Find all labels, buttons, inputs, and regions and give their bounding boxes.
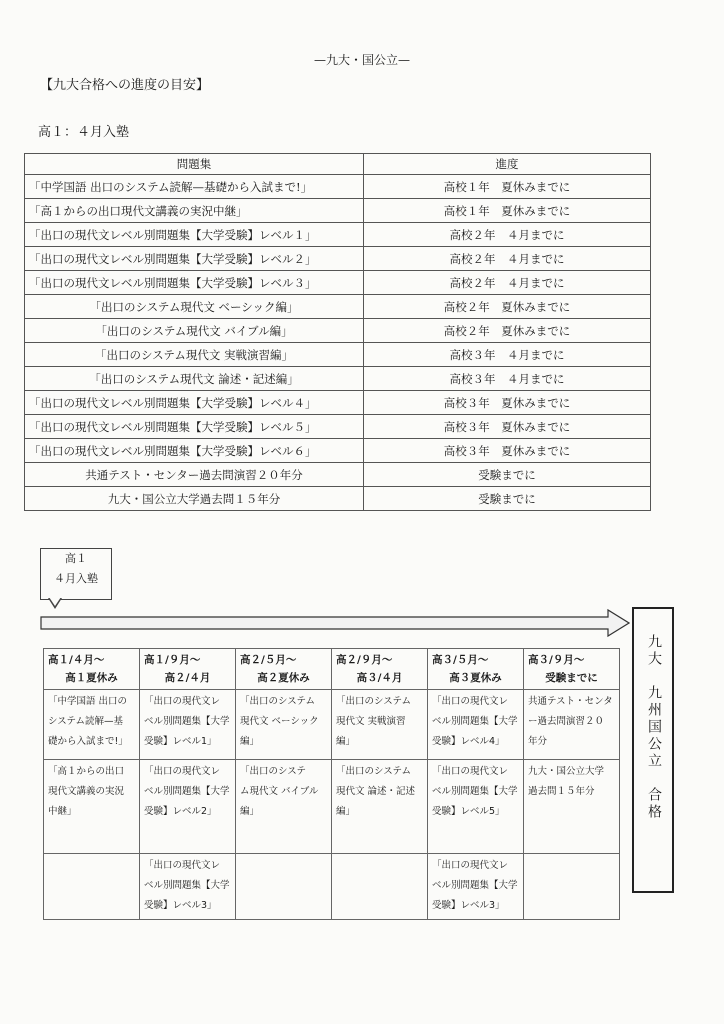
- progress-row: [25, 415, 651, 439]
- progress-table-header-row: [25, 154, 651, 175]
- timeline-cell: 「出口のシステム 現代文 実戦演習 編」: [332, 690, 428, 760]
- progress-row: [25, 295, 651, 319]
- timeline-cell: 「出口のシステ ム現代文 バイブル 編」: [236, 760, 332, 854]
- book-title-cell: 「出口のシステム現代文 ベーシック編」: [25, 295, 364, 319]
- timeline-table: [43, 648, 620, 920]
- book-title-cell: 共通テスト・センター過去問演習２０年分: [25, 463, 364, 487]
- period-start: 高２/５月～: [240, 654, 297, 666]
- progress-target-cell: 高校３年 夏休みまでに: [364, 415, 651, 439]
- timeline-cell: 「出口のシステム 現代文 ベーシック 編」: [236, 690, 332, 760]
- timeline-cell: 「出口の現代文レ ベル別問題集【大学 受験】レベル3」: [428, 854, 524, 920]
- progress-target-cell: 高校１年 夏休みまでに: [364, 175, 651, 199]
- book-title-cell: 「出口の現代文レベル別問題集【大学受験】レベル５」: [25, 415, 364, 439]
- callout-grade: 高１: [65, 552, 87, 565]
- progress-row: [25, 271, 651, 295]
- progress-target-cell: 高校３年 ４月までに: [364, 343, 651, 367]
- timeline-row: [44, 854, 620, 920]
- book-title-cell: 「出口のシステム現代文 論述・記述編」: [25, 367, 364, 391]
- timeline-cell: 「出口の現代文レ ベル別問題集【大学 受験】レベル4」: [428, 690, 524, 760]
- timeline-period-header: [140, 649, 236, 690]
- progress-row: [25, 223, 651, 247]
- column-header-book: 問題集: [25, 154, 364, 175]
- progress-table: [24, 153, 651, 511]
- timeline-cell: 「出口の現代文レ ベル別問題集【大学 受験】レベル3」: [140, 854, 236, 920]
- timeline-cell: 「高１からの出口 現代文講義の実況 中継」: [44, 760, 140, 854]
- period-end: 受験までに: [545, 672, 598, 684]
- progress-target-cell: 高校２年 ４月までに: [364, 223, 651, 247]
- timeline-cell: 「出口のシステム 現代文 論述・記述 編」: [332, 760, 428, 854]
- book-title-cell: 「出口の現代文レベル別問題集【大学受験】レベル３」: [25, 271, 364, 295]
- period-end: 高１夏休み: [65, 672, 118, 684]
- progress-target-cell: 高校２年 夏休みまでに: [364, 295, 651, 319]
- timeline-cell: 「出口の現代文レ ベル別問題集【大学 受験】レベル5」: [428, 760, 524, 854]
- timeline-row: [44, 690, 620, 760]
- timeline-cell: [332, 854, 428, 920]
- progress-row: [25, 367, 651, 391]
- book-title-cell: 「出口の現代文レベル別問題集【大学受験】レベル１」: [25, 223, 364, 247]
- grade-start-line: 高１：４月入塾: [38, 125, 130, 140]
- period-start: 高２/９月～: [336, 654, 393, 666]
- progress-row: [25, 391, 651, 415]
- progress-target-cell: 高校２年 ４月までに: [364, 247, 651, 271]
- book-title-cell: 「出口のシステム現代文 バイブル編」: [25, 319, 364, 343]
- timeline-header-row: [44, 649, 620, 690]
- period-start: 高１/４月～: [48, 654, 105, 666]
- start-callout: [40, 548, 112, 600]
- timeline-arrow: [40, 608, 630, 638]
- progress-target-cell: 高校３年 ４月までに: [364, 367, 651, 391]
- timeline-cell: 「出口の現代文レ ベル別問題集【大学 受験】レベル2」: [140, 760, 236, 854]
- column-header-progress: 進度: [364, 154, 651, 175]
- period-end: 高２夏休み: [257, 672, 310, 684]
- progress-row: [25, 199, 651, 223]
- progress-target-cell: 高校２年 夏休みまでに: [364, 319, 651, 343]
- progress-target-cell: 受験までに: [364, 463, 651, 487]
- timeline-cell: 九大・国公立大学 過去問１５年分: [524, 760, 620, 854]
- progress-row: [25, 463, 651, 487]
- timeline-period-header: [524, 649, 620, 690]
- book-title-cell: 「出口の現代文レベル別問題集【大学受験】レベル２」: [25, 247, 364, 271]
- progress-target-cell: 受験までに: [364, 487, 651, 511]
- book-title-cell: 「高１からの出口現代文講義の実況中継」: [25, 199, 364, 223]
- timeline-period-header: [332, 649, 428, 690]
- timeline-cell: [236, 854, 332, 920]
- timeline-row: [44, 760, 620, 854]
- page-header: —九大・国公立—: [313, 53, 410, 67]
- timeline-cell: 「出口の現代文レ ベル別問題集【大学 受験】レベル1」: [140, 690, 236, 760]
- period-start: 高３/９月～: [528, 654, 585, 666]
- progress-target-cell: 高校３年 夏休みまでに: [364, 391, 651, 415]
- timeline-period-header: [236, 649, 332, 690]
- timeline-cell: 共通テスト・センタ ー過去問演習２０ 年分: [524, 690, 620, 760]
- goal-box: [632, 607, 674, 893]
- period-end: 高３夏休み: [449, 672, 502, 684]
- timeline-cell: 「中学国語 出口の システム読解—基 礎から入試まで!」: [44, 690, 140, 760]
- progress-row: [25, 247, 651, 271]
- book-title-cell: 九大・国公立大学過去問１５年分: [25, 487, 364, 511]
- progress-row: [25, 319, 651, 343]
- period-start: 高３/５月～: [432, 654, 489, 666]
- timeline-cell: [524, 854, 620, 920]
- progress-row: [25, 343, 651, 367]
- progress-target-cell: 高校３年 夏休みまでに: [364, 439, 651, 463]
- period-end: 高３/４月: [356, 672, 403, 684]
- timeline-cell: [44, 854, 140, 920]
- progress-row: [25, 487, 651, 511]
- goal-text: 九大 九州国公立 合格: [646, 634, 662, 821]
- progress-row: [25, 175, 651, 199]
- progress-target-cell: 高校１年 夏休みまでに: [364, 199, 651, 223]
- callout-pointer-fill: [49, 597, 61, 606]
- book-title-cell: 「中学国語 出口のシステム読解—基礎から入試まで!」: [25, 175, 364, 199]
- progress-target-cell: 高校２年 ４月までに: [364, 271, 651, 295]
- timeline-period-header: [428, 649, 524, 690]
- period-start: 高１/９月～: [144, 654, 201, 666]
- book-title-cell: 「出口のシステム現代文 実戦演習編」: [25, 343, 364, 367]
- callout-entry: ４月入塾: [54, 572, 98, 585]
- timeline-period-header: [44, 649, 140, 690]
- progress-row: [25, 439, 651, 463]
- section-title: 【九大合格への進度の目安】: [40, 78, 210, 93]
- period-end: 高２/４月: [164, 672, 211, 684]
- book-title-cell: 「出口の現代文レベル別問題集【大学受験】レベル６」: [25, 439, 364, 463]
- book-title-cell: 「出口の現代文レベル別問題集【大学受験】レベル４」: [25, 391, 364, 415]
